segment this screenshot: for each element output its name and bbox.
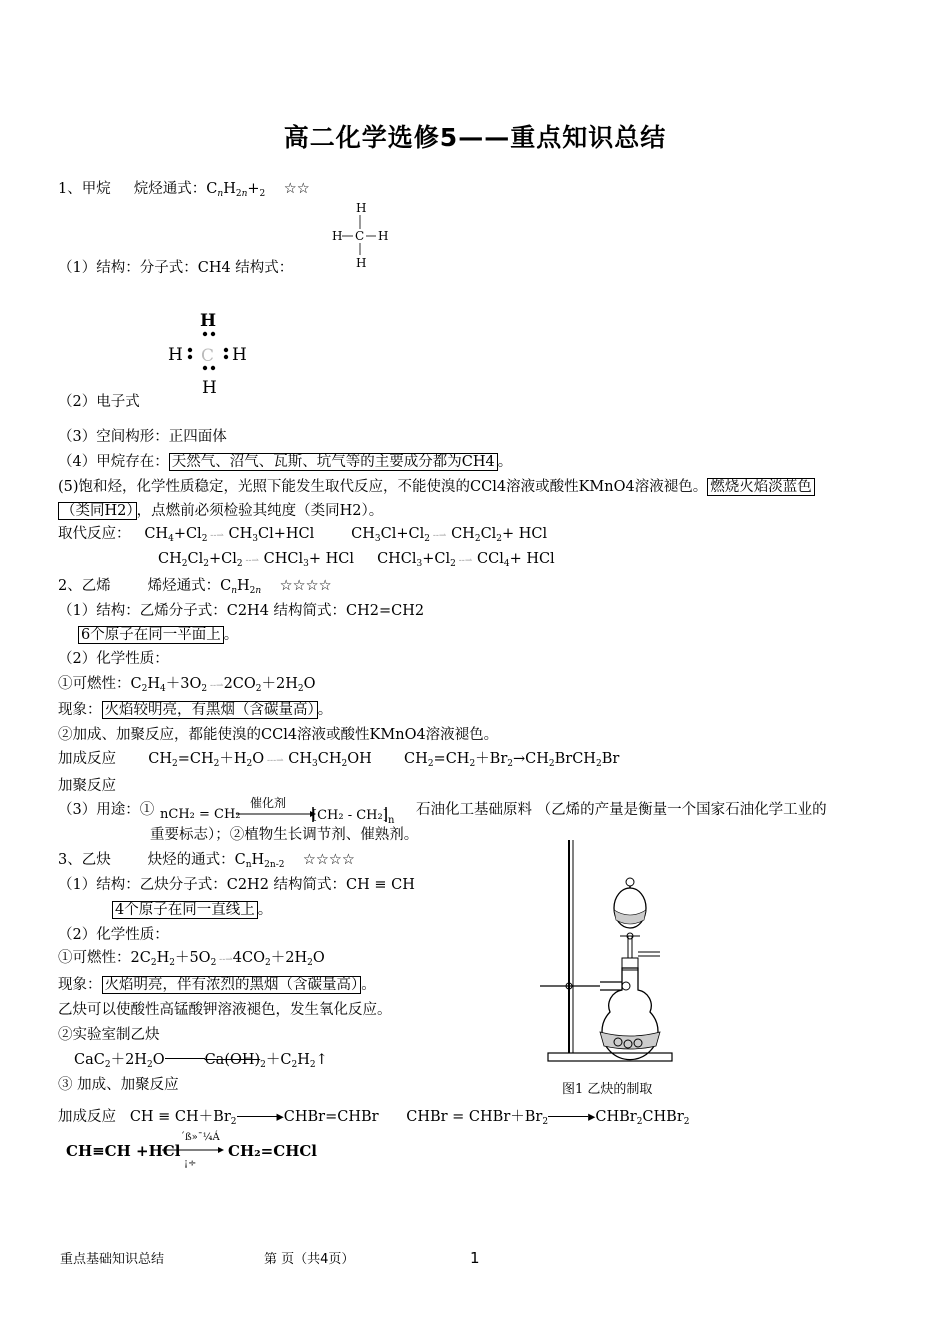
- acetylene-combustion: ①可燃性：$2C_2H_2+5O_2$ $‐‐⇀4CO_2+2H_2O$: [58, 950, 325, 968]
- methane-properties-line1: (5)饱和烃，化学性质稳定，光照下能发生取代反应，不能使溴的CCl4溶液或酸性KMnO4溶液褪色。 燃烧火焰淡蓝色: [58, 478, 815, 496]
- footer-page-number: 1: [470, 1249, 480, 1267]
- acetylene-phenomenon: 现象： 火焰明亮，伴有浓烈的黑烟（含碳量高） 。: [58, 977, 376, 993]
- acetylene-linear: 4个原子在同一直线上 。: [112, 901, 272, 919]
- svg-text:H: H: [378, 229, 389, 243]
- section-1-heading: 1、甲烷 烷烃通式：$C_nH_{2n}+_2$ ☆☆: [58, 181, 310, 199]
- electron-formula-label: （2）电子式: [58, 394, 140, 410]
- acetylene-hcl-addition: [62, 1128, 317, 1172]
- page-title: 高二化学选修5——重点知识总结: [283, 123, 667, 152]
- svg-text:[CH₂ - CH₂]: [CH₂ - CH₂]: [312, 808, 388, 823]
- ethylene-polymer-label: 加聚反应: [58, 778, 116, 794]
- ethylene-use-text1: 石油化工基础原料 （乙烯的产量是衡量一个国家石油化学工业的: [416, 802, 827, 818]
- footer-middle: 第 页（共4页）: [264, 1252, 355, 1267]
- svg-text:CH≡CH +HCl: CH≡CH +HCl: [66, 1142, 181, 1160]
- ethylene-addition-reactions: 加成反应 $CH_2=CH_2+H_2O$ ‐‐‐⇀ $CH_3CH_2OH$ $CH_2=CH_2+Br_2\to CH_2BrCH_2Br$: [58, 751, 620, 769]
- section-3-heading: 3、乙炔 炔烃的通式：$C_nH_{2n-2}$ ☆☆☆☆: [58, 852, 355, 870]
- polymerization-equation: [158, 794, 408, 826]
- acetylene-addition-reactions: 加成反应 CH ≡ $CH+Br_2$ ▸CHBr=CHBr CHBr = $CHBr+Br_2$ ▸CHBr$_2$CHBr$_2$: [58, 1109, 690, 1127]
- svg-text:催化剂: 催化剂: [250, 796, 287, 810]
- acetylene-structure: （1）结构：乙炔分子式：C2H2 结构简式：CH ≡ CH: [58, 877, 415, 893]
- acetylene-prep-equation: $CaC_2+2H_2O$ $Ca(OH)_2+C_2H_2↑$: [74, 1052, 328, 1070]
- ethylene-planar: 6个原子在同一平面上 。: [78, 626, 238, 644]
- ethylene-addition-intro: ②加成、加聚反应，都能使溴的CCl4溶液或酸性KMnO4溶液褪色。: [58, 727, 499, 743]
- ethylene-use-label: （3）用途：①: [58, 802, 155, 818]
- methane-structural-formula: [320, 196, 400, 272]
- acetylene-chem-prop: （2）化学性质：: [58, 927, 169, 943]
- acetylene-addition-heading: ③ 加成、加聚反应: [58, 1077, 179, 1093]
- svg-text:C: C: [201, 346, 215, 366]
- footer-left: 重点基础知识总结: [60, 1252, 165, 1267]
- svg-text:H: H: [356, 256, 367, 270]
- acetylene-oxidation: 乙炔可以使酸性高锰酸钾溶液褪色，发生氧化反应。: [58, 1002, 392, 1018]
- ethylene-phenomenon: 现象： 火焰较明亮，有黑烟（含碳量高） 。: [58, 702, 333, 718]
- svg-text:H: H: [356, 201, 367, 215]
- figure-caption: 图1 乙炔的制取: [562, 1082, 653, 1097]
- svg-text:¡÷: ¡÷: [184, 1158, 197, 1169]
- ethylene-chem-prop: （2）化学性质：: [58, 651, 169, 667]
- substitution-reactions-1: 取代反应： $CH_4+Cl_2$ ‐‐⇀ $CH_3Cl+HCl$ $CH_3Cl+Cl_2$ ‐‐⇀ $CH_2Cl_2+$ HCl: [58, 526, 548, 544]
- acetylene-apparatus-figure: [540, 836, 690, 1068]
- ethylene-use-text2: 重要标志）；②植物生长调节剂、催熟剂。: [150, 827, 419, 843]
- methane-electron-formula: [160, 306, 260, 398]
- svg-text:nCH₂ = CH₂: nCH₂ = CH₂: [160, 807, 241, 822]
- ethylene-combustion: ①可燃性：$C_2H_4+3O_2$ $‐‐⇀2CO_2+2H_2O$: [58, 676, 316, 694]
- svg-text:C: C: [355, 229, 365, 243]
- svg-text:CH₂=CHCl: CH₂=CHCl: [228, 1142, 317, 1160]
- acetylene-lab-prep: ②实验室制乙炔: [58, 1027, 160, 1043]
- ethylene-structure: （1）结构：乙烯分子式：C2H4 结构简式：CH2=CH2: [58, 603, 425, 619]
- methane-geometry: （3）空间构形：正四面体: [58, 429, 227, 445]
- svg-text:H: H: [168, 345, 183, 365]
- substitution-reactions-2: $CH_2Cl_2+Cl_2$ ‐‐⇀ CHCl$_3$+ HCl $CHCl_3+Cl_2$ ‐‐⇀ CCl$_4$+ HCl: [158, 551, 555, 569]
- svg-text:´ß»¯¼Á: ´ß»¯¼Á: [180, 1132, 220, 1143]
- svg-text:H: H: [332, 229, 343, 243]
- svg-text:H: H: [202, 378, 217, 398]
- svg-text:H: H: [200, 311, 217, 331]
- methane-occurrence: （4）甲烷存在： 天然气、沼气、瓦斯、坑气等的主要成分都为CH4 。: [58, 454, 513, 470]
- methane-properties-line2: （类同H2） ，点燃前必须检验其纯度（类同H2）。: [58, 502, 383, 520]
- methane-structure: （1）结构：分子式：CH4 结构式：: [58, 260, 294, 276]
- section-2-heading: 2、乙烯 烯烃通式：$C_nH_{2n}$ ☆☆☆☆: [58, 578, 332, 596]
- occurrence-box: 天然气、沼气、瓦斯、坑气等的主要成分都为CH4: [169, 453, 498, 471]
- svg-text:n: n: [388, 815, 395, 826]
- svg-text:H: H: [232, 345, 247, 365]
